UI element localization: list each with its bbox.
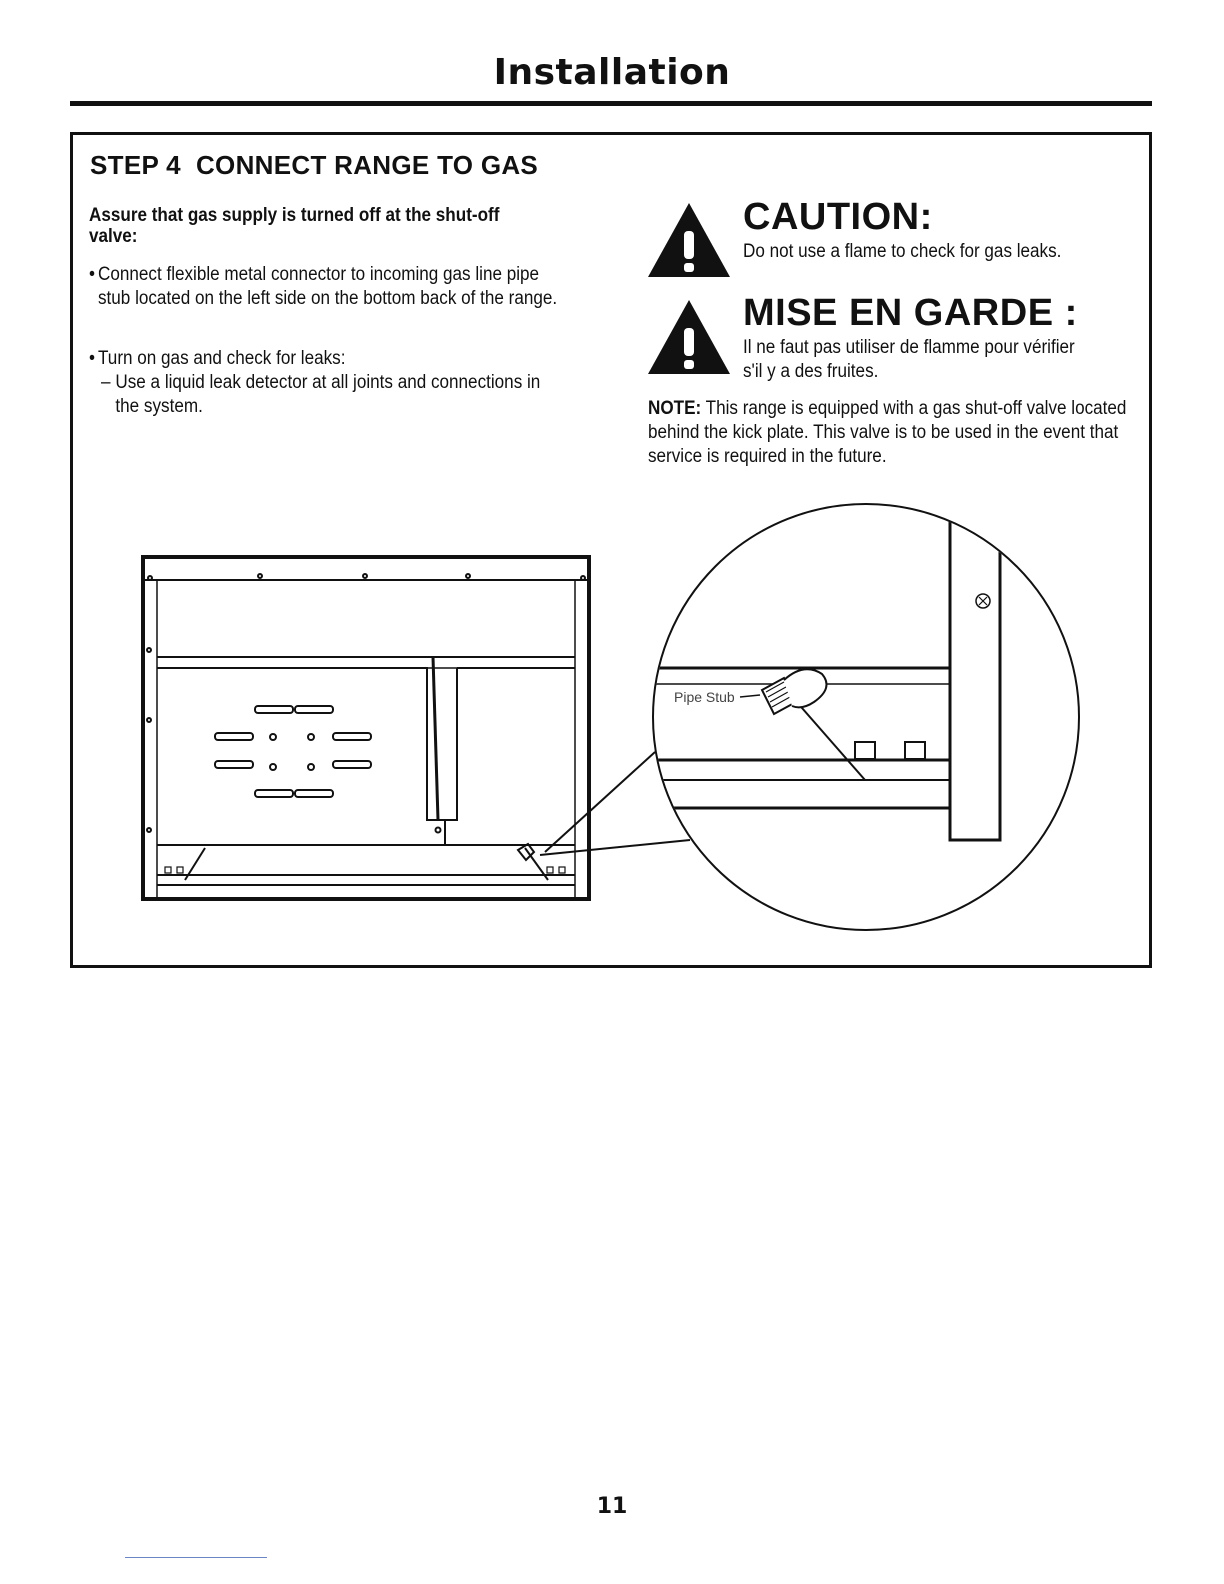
bullet-dot: • — [89, 264, 95, 285]
page-title: Installation — [493, 52, 731, 93]
mise-en-garde-title: MISE EN GARDE : — [743, 292, 1078, 334]
bullet-text: Connect flexible metal connector to incoming gas line pipe stub located on the left side on the bottom back of the range. — [98, 264, 558, 309]
bullet-text: Turn on gas and check for leaks: — [98, 348, 346, 369]
mise-en-garde-text: Il ne faut pas utiliser de flamme pour vérifier s'il y a des fruites. — [743, 337, 1075, 382]
note-text: This range is equipped with a gas shut-off valve located behind the kick plate. This valve is to be used in the event that service is required in the future. — [648, 398, 1127, 467]
sub-bullet-text: Use a liquid leak detector at all joints and connections in the system. — [115, 372, 541, 417]
caution-title: CAUTION: — [743, 196, 933, 238]
page-number: 11 — [596, 1494, 628, 1519]
footer-link-rule — [125, 1557, 267, 1558]
note-label: NOTE: — [648, 398, 702, 419]
caution-text: Do not use a flame to check for gas leaks. — [743, 241, 1062, 262]
instruction-lead: Assure that gas supply is turned off at the shut-off valve: — [89, 205, 500, 247]
bullet-dot: • — [89, 348, 95, 369]
sub-bullet-dash: – — [101, 372, 111, 393]
step-heading: STEP 4 CONNECT RANGE TO GAS — [90, 150, 539, 180]
pipe-stub-label: Pipe Stub — [674, 689, 735, 705]
